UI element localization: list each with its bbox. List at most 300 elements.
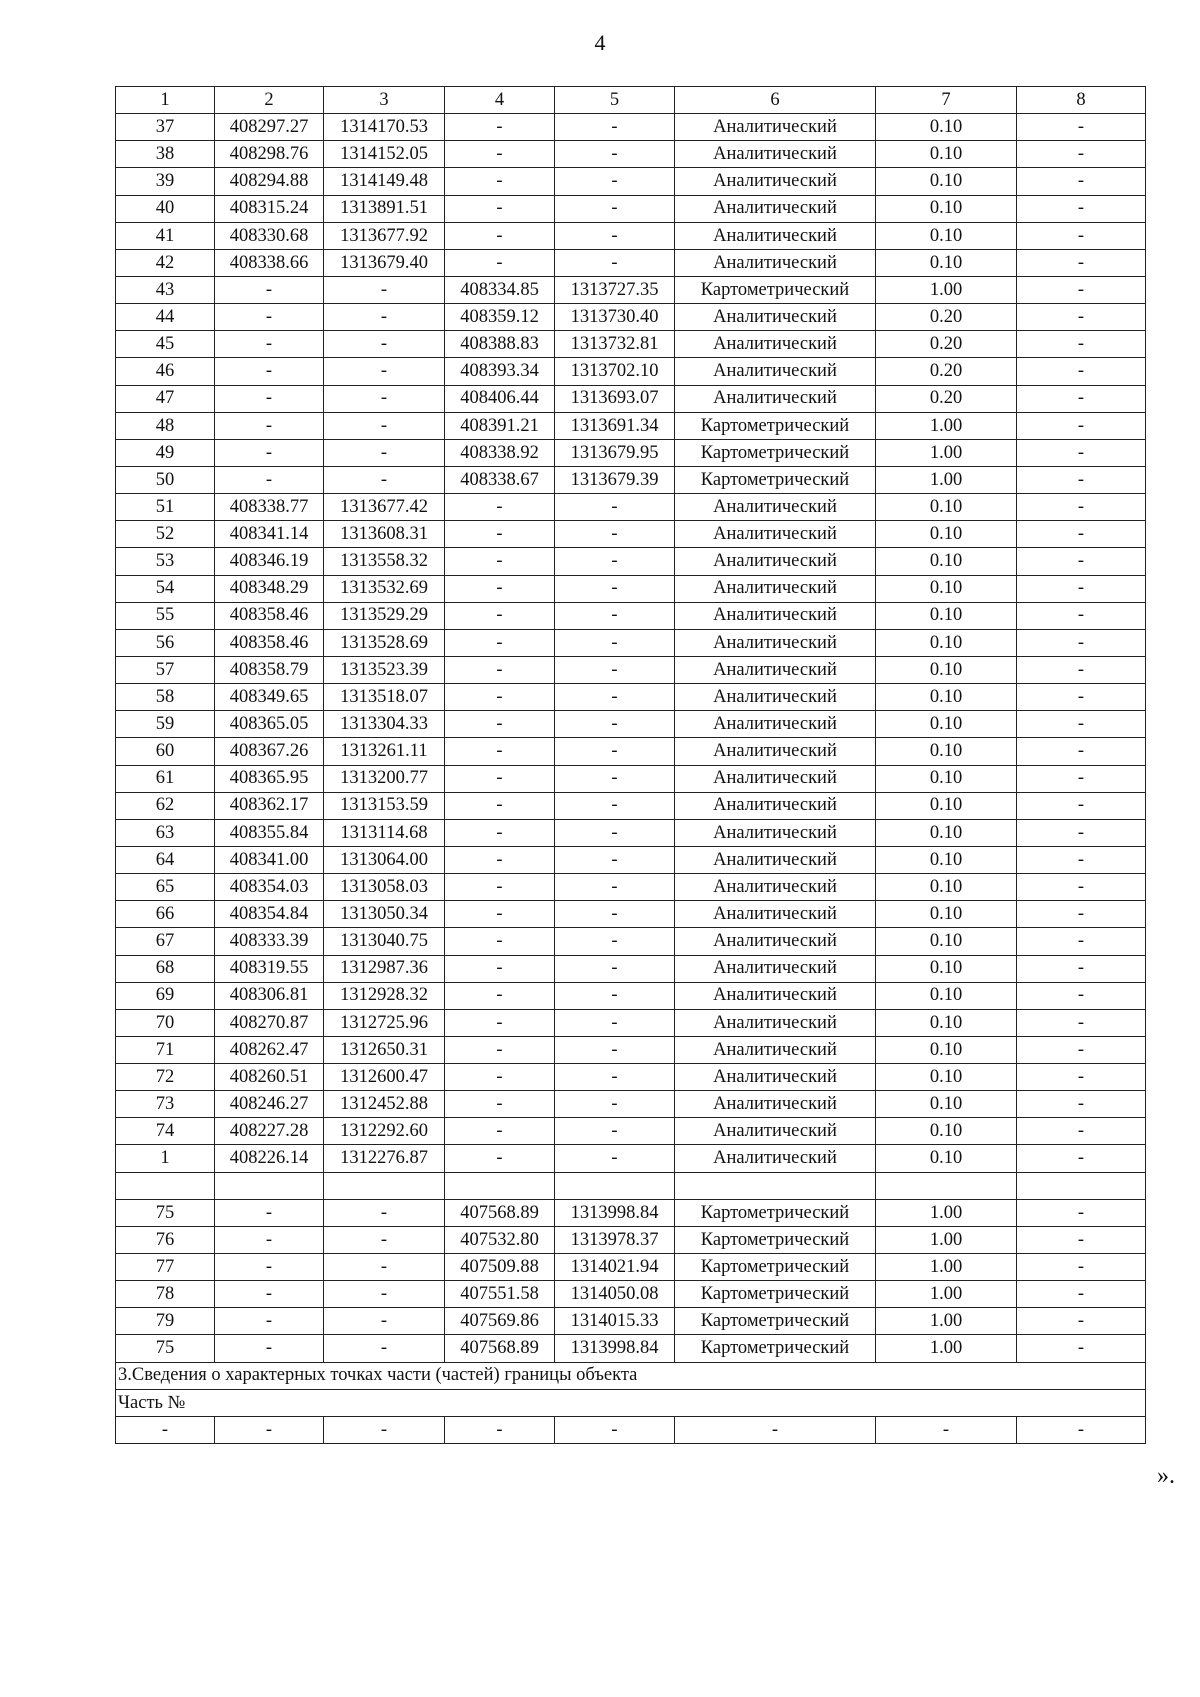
table-cell: 44	[116, 304, 215, 331]
table-cell: -	[555, 1091, 675, 1118]
table-cell: 57	[116, 656, 215, 683]
table-cell: -	[215, 1308, 324, 1335]
table-cell: 407568.89	[445, 1335, 555, 1362]
table-cell	[555, 1172, 675, 1199]
table-cell: -	[445, 1036, 555, 1063]
table-cell: -	[1017, 521, 1146, 548]
table-cell: 4	[445, 87, 555, 114]
table-cell: 408349.65	[215, 684, 324, 711]
table-cell: 77	[116, 1254, 215, 1281]
table-row	[116, 249, 1146, 276]
table-cell: Аналитический	[675, 819, 876, 846]
table-cell: -	[445, 656, 555, 683]
table-cell: 0.10	[876, 792, 1017, 819]
table-cell: Аналитический	[675, 602, 876, 629]
table-cell: -	[324, 331, 445, 358]
table-cell: 407509.88	[445, 1254, 555, 1281]
table-cell: 408354.03	[215, 874, 324, 901]
table-cell: -	[555, 168, 675, 195]
table-cell: 408358.46	[215, 602, 324, 629]
table-cell: 75	[116, 1199, 215, 1226]
table-cell: 1313518.07	[324, 684, 445, 711]
table-row	[116, 304, 1146, 331]
table-cell: Аналитический	[675, 901, 876, 928]
table-cell: 1313261.11	[324, 738, 445, 765]
table-cell: 408319.55	[215, 955, 324, 982]
table-cell: 1312725.96	[324, 1009, 445, 1036]
section-title-row-text: 3.Сведения о характерных точках части (частей) границы объекта	[116, 1362, 1146, 1389]
table-cell: -	[324, 466, 445, 493]
table-cell: 0.20	[876, 304, 1017, 331]
table-cell: -	[324, 1254, 445, 1281]
table-cell: Аналитический	[675, 1118, 876, 1145]
table-cell: 0.10	[876, 819, 1017, 846]
table-cell: -	[555, 1009, 675, 1036]
table-cell: -	[555, 602, 675, 629]
table-cell: Аналитический	[675, 548, 876, 575]
table-cell: -	[1017, 1281, 1146, 1308]
table-cell: 408338.66	[215, 249, 324, 276]
table-cell: 1312650.31	[324, 1036, 445, 1063]
table-cell: 0.10	[876, 765, 1017, 792]
table-cell: -	[555, 901, 675, 928]
table-cell: -	[215, 1226, 324, 1253]
table-cell: -	[215, 276, 324, 303]
table-cell: -	[445, 955, 555, 982]
table-cell: -	[675, 1416, 876, 1443]
table-cell: 48	[116, 412, 215, 439]
table-cell: 42	[116, 249, 215, 276]
table-cell: -	[324, 1335, 445, 1362]
table-cell: Аналитический	[675, 629, 876, 656]
table-row	[116, 846, 1146, 873]
table-cell: 1312292.60	[324, 1118, 445, 1145]
table-cell: -	[445, 168, 555, 195]
table-cell: -	[324, 358, 445, 385]
table-cell: 59	[116, 711, 215, 738]
table-cell	[116, 1172, 215, 1199]
table-cell: -	[215, 1199, 324, 1226]
table-cell: 51	[116, 494, 215, 521]
table-cell: -	[555, 249, 675, 276]
table-cell: 408388.83	[445, 331, 555, 358]
table-cell: 1313679.40	[324, 249, 445, 276]
table-cell: 1312276.87	[324, 1145, 445, 1172]
table-cell: Аналитический	[675, 711, 876, 738]
table-cell: 1.00	[876, 1254, 1017, 1281]
table-cell: 0.10	[876, 114, 1017, 141]
table-cell: -	[445, 114, 555, 141]
table-cell: -	[1017, 1199, 1146, 1226]
table-cell: Аналитический	[675, 575, 876, 602]
table-cell: 0.10	[876, 684, 1017, 711]
table-cell: Картометрический	[675, 1226, 876, 1253]
table-cell: 408338.92	[445, 439, 555, 466]
table-cell: -	[445, 521, 555, 548]
table-cell: 1314021.94	[555, 1254, 675, 1281]
table-cell: 1313153.59	[324, 792, 445, 819]
table-cell: 1314015.33	[555, 1308, 675, 1335]
table-cell: -	[1017, 874, 1146, 901]
table-cell: -	[555, 629, 675, 656]
table-cell: 1.00	[876, 276, 1017, 303]
table-cell: -	[445, 1118, 555, 1145]
table-cell: 0.10	[876, 928, 1017, 955]
table-cell: 0.20	[876, 331, 1017, 358]
table-cell: 408338.67	[445, 466, 555, 493]
table-row	[116, 1091, 1146, 1118]
table-cell: -	[555, 711, 675, 738]
table-cell: Картометрический	[675, 1281, 876, 1308]
table-cell: -	[1017, 819, 1146, 846]
table-cell: 408226.14	[215, 1145, 324, 1172]
table-cell: 0.10	[876, 1145, 1017, 1172]
table-cell: -	[1017, 304, 1146, 331]
table-cell: 39	[116, 168, 215, 195]
table-cell: -	[1017, 955, 1146, 982]
table-cell: 0.10	[876, 1009, 1017, 1036]
table-cell: 1.00	[876, 1335, 1017, 1362]
table-cell: 0.10	[876, 195, 1017, 222]
table-cell: -	[555, 494, 675, 521]
part-label-row	[116, 1389, 1146, 1416]
table-row	[116, 955, 1146, 982]
table-cell: -	[445, 846, 555, 873]
table-cell: 408354.84	[215, 901, 324, 928]
part-row	[116, 1416, 1146, 1443]
table-cell: -	[555, 195, 675, 222]
table-cell: -	[555, 141, 675, 168]
table-cell: -	[555, 1416, 675, 1443]
table-cell: -	[1017, 684, 1146, 711]
table-cell: -	[1017, 711, 1146, 738]
table-cell: 1312928.32	[324, 982, 445, 1009]
table-cell: 56	[116, 629, 215, 656]
table-cell: -	[555, 982, 675, 1009]
table-cell: -	[1017, 276, 1146, 303]
table-cell: Аналитический	[675, 249, 876, 276]
table-cell: -	[445, 874, 555, 901]
table-cell: Картометрический	[675, 412, 876, 439]
table-cell: Картометрический	[675, 1199, 876, 1226]
table-cell: 1313679.95	[555, 439, 675, 466]
table-cell: -	[555, 1118, 675, 1145]
table-cell: -	[555, 656, 675, 683]
page-number: 4	[594, 30, 606, 55]
table-cell: -	[1017, 331, 1146, 358]
table-cell: 1313677.42	[324, 494, 445, 521]
table-cell: -	[1017, 1118, 1146, 1145]
table-cell: -	[876, 1416, 1017, 1443]
table-cell: Аналитический	[675, 1091, 876, 1118]
table-cell: 1.00	[876, 1281, 1017, 1308]
table-cell: -	[324, 385, 445, 412]
table-cell: 0.10	[876, 548, 1017, 575]
table-cell: -	[445, 982, 555, 1009]
table-cell: Аналитический	[675, 385, 876, 412]
table-row	[116, 1009, 1146, 1036]
table-cell: -	[445, 222, 555, 249]
table-cell: 74	[116, 1118, 215, 1145]
table-cell: 0.10	[876, 656, 1017, 683]
table-cell: 1313998.84	[555, 1199, 675, 1226]
table-cell: 8	[1017, 87, 1146, 114]
table-cell: 0.10	[876, 901, 1017, 928]
table-cell: 408260.51	[215, 1064, 324, 1091]
table-cell: 0.10	[876, 1064, 1017, 1091]
table-cell: -	[324, 276, 445, 303]
table-cell: 65	[116, 874, 215, 901]
table-cell: 45	[116, 331, 215, 358]
table-cell: 408334.85	[445, 276, 555, 303]
table-cell: Аналитический	[675, 955, 876, 982]
table-cell: 1313523.39	[324, 656, 445, 683]
table-cell: -	[445, 901, 555, 928]
table-cell: 1.00	[876, 1308, 1017, 1335]
table-cell: 0.10	[876, 1118, 1017, 1145]
table-cell: 2	[215, 87, 324, 114]
table-cell: 408365.05	[215, 711, 324, 738]
table-cell: -	[1017, 1254, 1146, 1281]
table-cell: -	[1017, 439, 1146, 466]
table-cell: Картометрический	[675, 1308, 876, 1335]
table-cell: 0.10	[876, 955, 1017, 982]
table-cell: -	[1017, 846, 1146, 873]
table-row	[116, 412, 1146, 439]
table-cell: 1313058.03	[324, 874, 445, 901]
table-cell: 3	[324, 87, 445, 114]
table-cell: 7	[876, 87, 1017, 114]
table-cell: -	[215, 304, 324, 331]
table-cell: 1313691.34	[555, 412, 675, 439]
table-cell: 78	[116, 1281, 215, 1308]
table-cell: 1312452.88	[324, 1091, 445, 1118]
table-cell: -	[445, 1416, 555, 1443]
table-cell: -	[1017, 249, 1146, 276]
table-cell: 52	[116, 521, 215, 548]
table-cell: 6	[675, 87, 876, 114]
table-row	[116, 548, 1146, 575]
table-cell: 0.20	[876, 358, 1017, 385]
table-cell: -	[215, 439, 324, 466]
table-cell: -	[324, 1226, 445, 1253]
table-cell: Аналитический	[675, 874, 876, 901]
table-cell: -	[555, 792, 675, 819]
table-cell: 1	[116, 1145, 215, 1172]
table-cell: 0.10	[876, 982, 1017, 1009]
table-cell: 408367.26	[215, 738, 324, 765]
table-cell: 0.10	[876, 874, 1017, 901]
table-cell: Аналитический	[675, 738, 876, 765]
table-cell: 408262.47	[215, 1036, 324, 1063]
table-cell: 0.10	[876, 1091, 1017, 1118]
table-row	[116, 439, 1146, 466]
table-cell: -	[1017, 548, 1146, 575]
table-cell: 47	[116, 385, 215, 412]
table-row	[116, 602, 1146, 629]
table-cell: 407569.86	[445, 1308, 555, 1335]
table-cell: -	[555, 222, 675, 249]
table-row	[116, 494, 1146, 521]
table-cell: 1313528.69	[324, 629, 445, 656]
table-cell: -	[324, 304, 445, 331]
table-cell: 0.10	[876, 711, 1017, 738]
table-cell: -	[215, 466, 324, 493]
table-header-row	[116, 87, 1146, 114]
coordinates-table	[115, 86, 1146, 1444]
table-row	[116, 1254, 1146, 1281]
table-cell: -	[324, 1416, 445, 1443]
table-cell: 54	[116, 575, 215, 602]
table-cell: 1313558.32	[324, 548, 445, 575]
table-cell: -	[1017, 792, 1146, 819]
table-cell: -	[1017, 141, 1146, 168]
table-row	[116, 629, 1146, 656]
table-cell: 1.00	[876, 412, 1017, 439]
table-cell: 1313677.92	[324, 222, 445, 249]
table-cell: 408270.87	[215, 1009, 324, 1036]
table-cell: -	[555, 1036, 675, 1063]
table-row	[116, 738, 1146, 765]
table-cell: 63	[116, 819, 215, 846]
closing-quote: ».	[1157, 1463, 1175, 1489]
table-cell: -	[1017, 1335, 1146, 1362]
table-cell: -	[1017, 168, 1146, 195]
table-cell: Аналитический	[675, 114, 876, 141]
table-cell: -	[445, 928, 555, 955]
table-row	[116, 276, 1146, 303]
table-cell: -	[324, 1308, 445, 1335]
table-row	[116, 1199, 1146, 1226]
table-cell: 1313702.10	[555, 358, 675, 385]
table-cell: -	[1017, 222, 1146, 249]
table-cell: 0.10	[876, 494, 1017, 521]
table-cell: -	[1017, 1416, 1146, 1443]
table-cell: 62	[116, 792, 215, 819]
table-cell: Аналитический	[675, 982, 876, 1009]
table-cell: -	[555, 521, 675, 548]
table-row	[116, 1308, 1146, 1335]
table-cell: 1313679.39	[555, 466, 675, 493]
table-row	[116, 792, 1146, 819]
table-cell: Аналитический	[675, 765, 876, 792]
table-cell: 73	[116, 1091, 215, 1118]
table-cell: -	[1017, 1009, 1146, 1036]
table-cell: -	[1017, 901, 1146, 928]
table-cell: -	[1017, 1308, 1146, 1335]
table-cell: 79	[116, 1308, 215, 1335]
table-cell: Аналитический	[675, 331, 876, 358]
table-cell: -	[445, 819, 555, 846]
table-cell: Аналитический	[675, 928, 876, 955]
table-cell: 53	[116, 548, 215, 575]
table-cell: 408246.27	[215, 1091, 324, 1118]
table-cell: 67	[116, 928, 215, 955]
table-cell: -	[555, 575, 675, 602]
table-cell: 408294.88	[215, 168, 324, 195]
table-row	[116, 114, 1146, 141]
table-row	[116, 358, 1146, 385]
table-row	[116, 765, 1146, 792]
table-cell: 1312987.36	[324, 955, 445, 982]
table-cell: 1314149.48	[324, 168, 445, 195]
table-cell: -	[1017, 629, 1146, 656]
table-cell: 0.10	[876, 602, 1017, 629]
table-cell: 69	[116, 982, 215, 1009]
table-cell: 408358.46	[215, 629, 324, 656]
table-cell: 75	[116, 1335, 215, 1362]
table-cell: -	[555, 928, 675, 955]
table-cell: -	[215, 1254, 324, 1281]
table-cell	[1017, 1172, 1146, 1199]
table-cell: 1313732.81	[555, 331, 675, 358]
table-cell: 408391.21	[445, 412, 555, 439]
table-row	[116, 195, 1146, 222]
table-cell: 5	[555, 87, 675, 114]
table-cell: Аналитический	[675, 521, 876, 548]
table-cell: -	[555, 548, 675, 575]
table-cell: 1313693.07	[555, 385, 675, 412]
table-cell: Аналитический	[675, 1009, 876, 1036]
table-cell: 1.00	[876, 1199, 1017, 1226]
table-cell: Картометрический	[675, 439, 876, 466]
table-cell: 0.10	[876, 168, 1017, 195]
table-cell: -	[1017, 765, 1146, 792]
table-row	[116, 521, 1146, 548]
table-cell: 1313730.40	[555, 304, 675, 331]
table-cell: Аналитический	[675, 684, 876, 711]
table-row	[116, 222, 1146, 249]
table-row	[116, 874, 1146, 901]
table-cell: 0.10	[876, 249, 1017, 276]
table-cell: 0.20	[876, 385, 1017, 412]
table-cell: -	[1017, 1036, 1146, 1063]
table-row	[116, 656, 1146, 683]
part-label-row-text: Часть №	[116, 1389, 1146, 1416]
table-cell: 1313114.68	[324, 819, 445, 846]
table-cell: 408406.44	[445, 385, 555, 412]
table-cell: -	[324, 1281, 445, 1308]
table-cell: -	[324, 412, 445, 439]
table-row	[116, 1335, 1146, 1362]
table-cell: 1.00	[876, 1226, 1017, 1253]
table-cell: -	[1017, 195, 1146, 222]
table-row	[116, 1118, 1146, 1145]
table-cell: -	[1017, 982, 1146, 1009]
table-cell: -	[555, 114, 675, 141]
table-row	[116, 1172, 1146, 1199]
table-cell: -	[445, 684, 555, 711]
table-row	[116, 1036, 1146, 1063]
table-cell: -	[1017, 1226, 1146, 1253]
table-row	[116, 928, 1146, 955]
table-cell: -	[1017, 385, 1146, 412]
table-cell: 408227.28	[215, 1118, 324, 1145]
table-cell: 1313532.69	[324, 575, 445, 602]
table-cell: 72	[116, 1064, 215, 1091]
table-cell: -	[555, 874, 675, 901]
table-cell: -	[445, 792, 555, 819]
table-cell: -	[445, 1064, 555, 1091]
table-cell: 408341.00	[215, 846, 324, 873]
table-row	[116, 982, 1146, 1009]
table-cell: 1313050.34	[324, 901, 445, 928]
table-cell: 408358.79	[215, 656, 324, 683]
table-cell: 0.10	[876, 738, 1017, 765]
table-cell: Аналитический	[675, 358, 876, 385]
table-cell: -	[555, 846, 675, 873]
table-cell: -	[1017, 656, 1146, 683]
